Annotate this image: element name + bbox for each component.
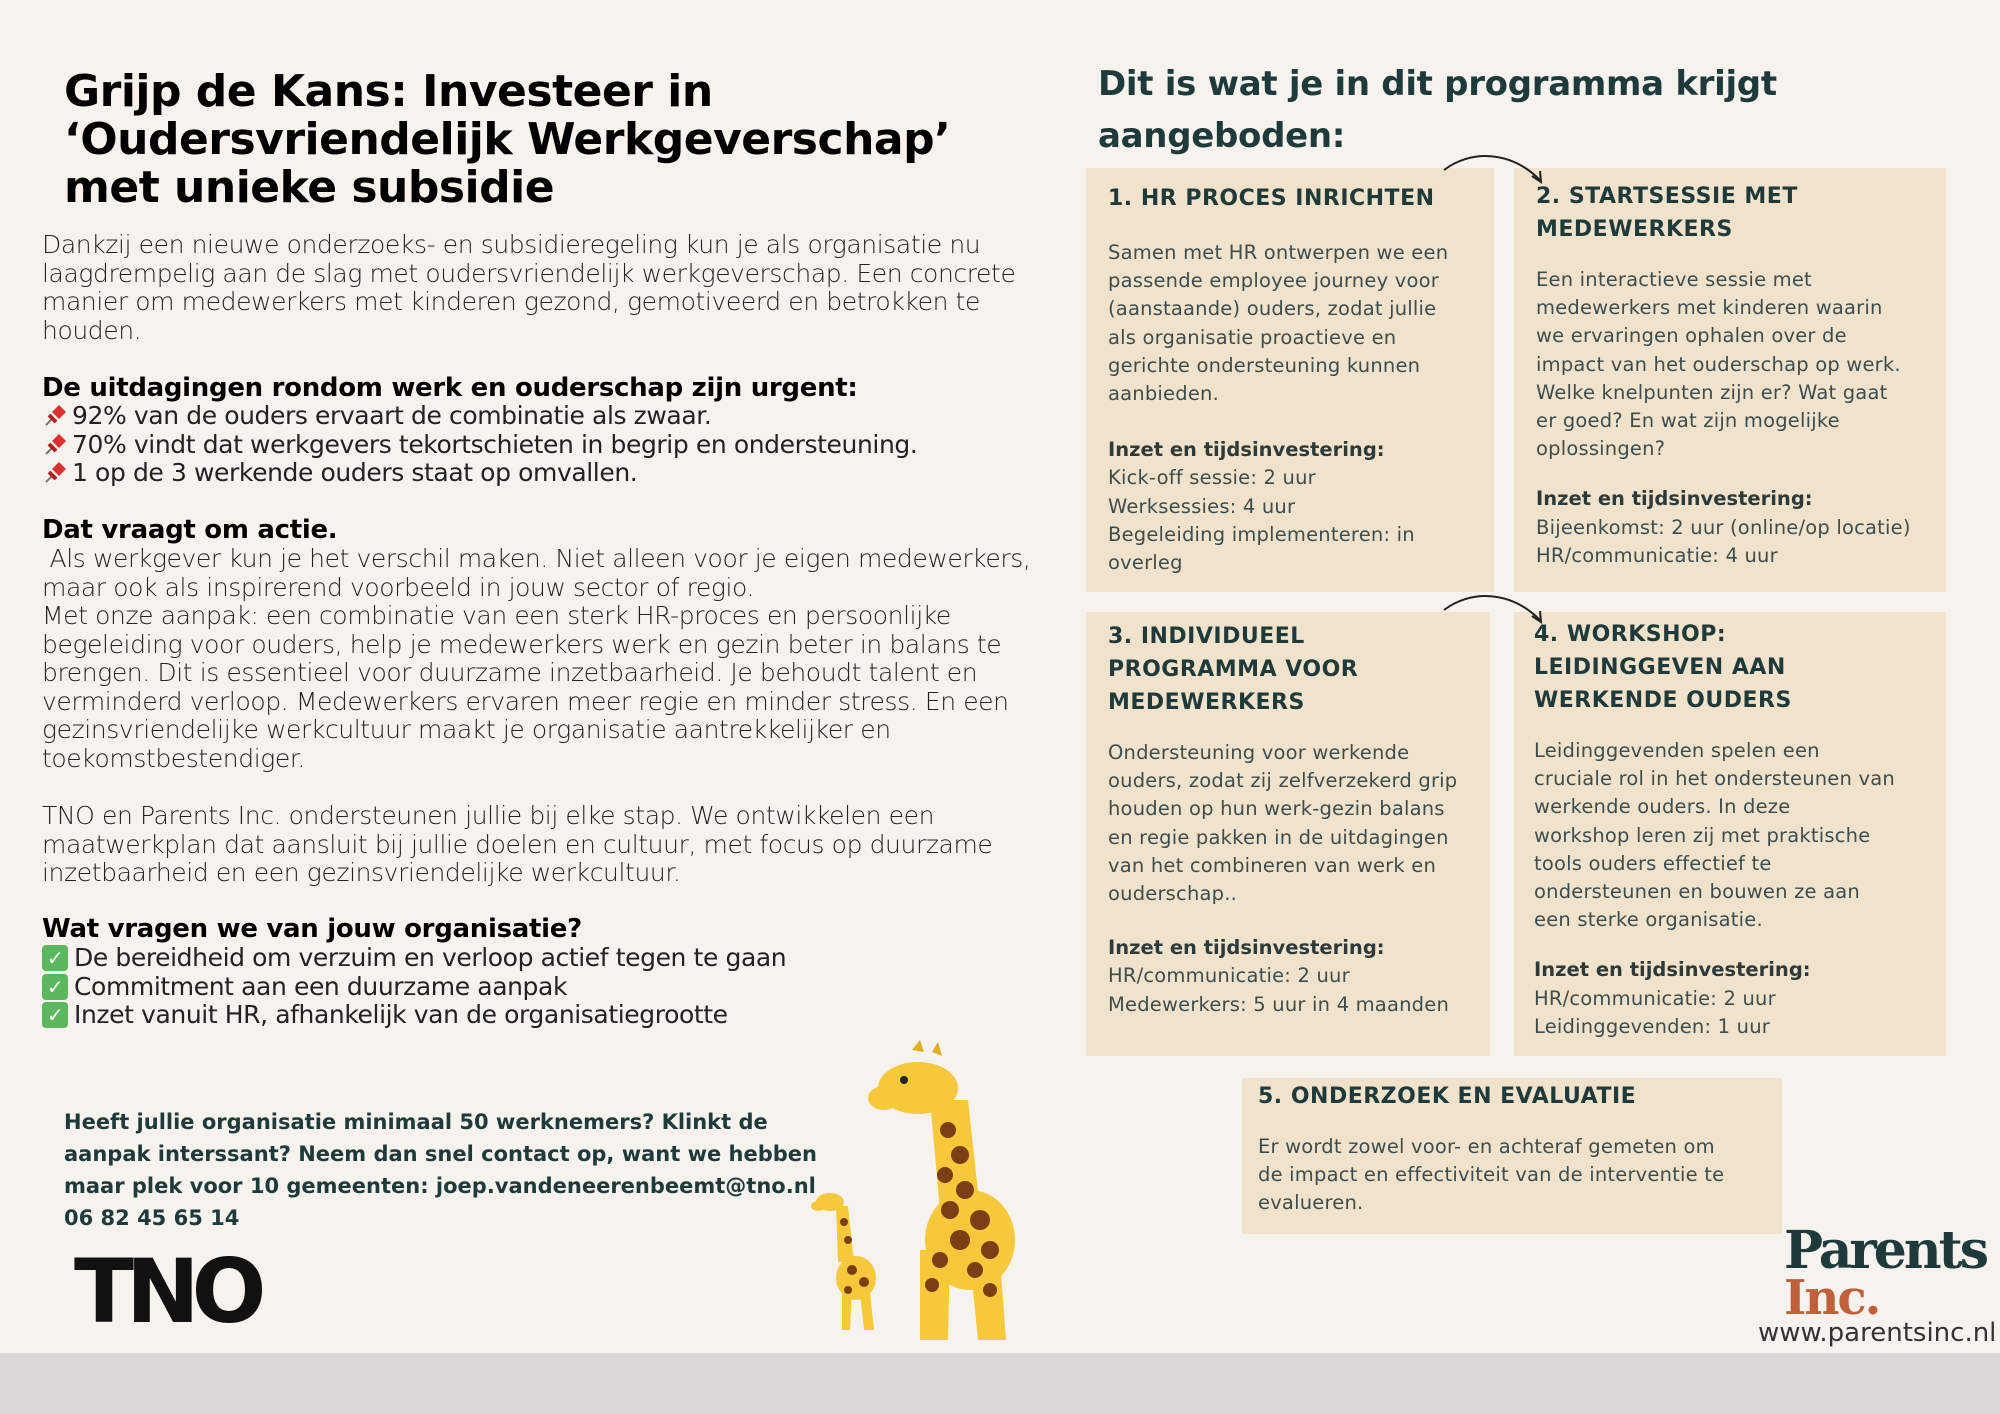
list-item	[42, 973, 1072, 1002]
card-text-line: Er wordt zowel voor- en achteraf gemeten om	[1258, 1135, 1715, 1158]
program-card-workshop	[1514, 612, 1946, 1056]
card-text-line: impact van het ouderschap op werk.	[1536, 352, 1901, 376]
check-icon: ✓	[42, 945, 68, 971]
card-detail-line: HR/communicatie: 2 uur	[1534, 986, 1776, 1010]
ask-heading: Wat vragen we van jouw organisatie?	[42, 914, 582, 944]
card-title-line: 3. INDIVIDUEEL	[1108, 624, 1305, 649]
card-text-line: werkende ouders. In deze	[1534, 795, 1791, 819]
ask-text: Inzet vanuit HR, afhankelijk van de organisatiegrootte	[74, 1000, 728, 1029]
card-text	[1108, 239, 1472, 408]
program-title-line: Dit is wat je in dit programma krijgt	[1098, 64, 1777, 104]
logo-inc-text: Inc.	[1784, 1270, 1880, 1317]
program-card-hr-process	[1086, 168, 1494, 592]
program-title	[1098, 58, 1858, 162]
check-icon: ✓	[42, 1002, 68, 1028]
website-link[interactable]: www.parentsinc.nl	[1758, 1318, 1997, 1348]
small-giraffe	[811, 1193, 876, 1330]
list-item	[42, 459, 1072, 488]
cta-line: aanpak interssant? Neem dan snel contact op, want we hebben	[64, 1142, 817, 1166]
card-text-line: ouders, zodat zij zelfverzekerd grip	[1108, 769, 1458, 793]
card-subheading: Inzet en tijdsinvestering:	[1536, 487, 1813, 511]
card-text-line: we ervaringen ophalen over de	[1536, 324, 1847, 348]
card-text-line: tools ouders effectief te	[1534, 851, 1772, 875]
card-text-line: (aanstaande) ouders, zodat jullie	[1108, 297, 1437, 321]
program-card-onderzoek	[1242, 1078, 1782, 1234]
card-text	[1258, 1133, 1760, 1218]
card-text-line: als organisatie proactieve en	[1108, 325, 1397, 349]
card-text-line: er goed? En wat zijn mogelijke	[1536, 409, 1840, 433]
card-detail-line: overleg	[1108, 551, 1183, 575]
card-text-line: Een interactieve sessie met	[1536, 268, 1812, 291]
card-text-line: een sterke organisatie.	[1534, 908, 1763, 932]
cta-line: Heeft jullie organisatie minimaal 50 werknemers? Klinkt de	[64, 1110, 768, 1134]
list-item	[42, 944, 1072, 973]
tno-logo	[74, 1250, 294, 1330]
action-paragraph-1: Als werkgever kun je het verschil maken. Niet alleen voor je eigen medewerkers, maar ook als inspirerend voorbeeld in jouw sector of regio.	[42, 544, 1038, 602]
ask-text: Commitment aan een duurzame aanpak	[74, 971, 568, 1001]
challenges-heading: De uitdagingen rondom werk en ouderschap zijn urgent:	[42, 373, 858, 403]
ask-list	[42, 944, 1072, 1030]
card-text-line: houden op hun werk-gezin balans	[1108, 797, 1445, 821]
list-item	[42, 431, 1072, 460]
cta-line: maar plek voor 10 gemeenten: joep.vandeneerenbeemt@tno.nl	[64, 1174, 816, 1198]
card-title	[1108, 620, 1468, 719]
card-detail-line: Begeleiding implementeren: in	[1108, 522, 1415, 546]
program-card-individueel	[1086, 612, 1490, 1056]
card-text-line: Welke knelpunten zijn er? Wat gaat	[1536, 380, 1888, 404]
giraffes-image	[800, 1040, 1060, 1350]
card-text-line: van het combineren van werk en	[1108, 853, 1437, 877]
card-detail-line: Medewerkers: 5 uur in 4 maanden	[1108, 992, 1450, 1016]
card-text-line: evalueren.	[1258, 1191, 1364, 1215]
card-title	[1534, 618, 1924, 717]
action-heading: Dat vraagt om actie.	[42, 515, 338, 545]
tno-logo-text: TNO	[74, 1250, 259, 1330]
card-text-line: medewerkers met kinderen waarin	[1536, 296, 1883, 320]
card-text	[1108, 739, 1468, 908]
intro-paragraph: Dankzij een nieuwe onderzoeks- en subsidieregeling kun je als organisatie nu laagdrempelig aan de slag met oudersvriendelijk werkgeverschap. Een concrete manier om medewerkers met kinderen gezond, gemotiveerd en betrokken te houden.	[42, 230, 1016, 345]
contact-call-to-action	[64, 1106, 834, 1234]
card-title-line: MEDEWERKERS	[1536, 217, 1733, 242]
list-item	[42, 402, 1072, 431]
card-text-line: oplossingen?	[1536, 437, 1666, 461]
challenge-text: 92% van de ouders ervaart de combinatie als zwaar.	[72, 401, 712, 430]
card-text-line: Leidinggevenden spelen een	[1534, 739, 1820, 762]
challenge-text: 1 op de 3 werkende ouders staat op omvallen.	[72, 458, 638, 487]
pushpin-icon	[42, 460, 68, 486]
action-paragraph-2: Met onze aanpak: een combinatie van een sterk HR-proces en persoonlijke begeleiding voor ouders, help je medewerkers werk en gezin beter in balans te brengen. Dit is essentieel voor duurzame inzetbaarheid. Je behoudt talent en verminderd verloop. Medewerkers ervaren meer regie en minder stress. En een gezinsvriendelijke werkcultuur maakt je organisatie aantrekkelijker en toekomstbestendiger.	[42, 601, 1009, 773]
card-details	[1108, 464, 1472, 577]
card-text	[1536, 266, 1924, 463]
challenges-list	[42, 402, 1072, 488]
card-subheading: Inzet en tijdsinvestering:	[1108, 438, 1385, 462]
pushpin-icon	[42, 403, 68, 429]
card-text-line: aanbieden.	[1108, 382, 1219, 406]
card-title-line: MEDEWERKERS	[1108, 690, 1305, 715]
card-detail-line: Kick-off sessie: 2 uur	[1108, 466, 1316, 490]
challenge-text: 70% vindt dat werkgevers tekortschieten in begrip en ondersteuning.	[72, 429, 918, 459]
card-text-line: ondersteunen en bouwen ze aan	[1534, 880, 1860, 904]
card-text-line: workshop leren zij met praktische	[1534, 823, 1871, 847]
card-text-line: Ondersteuning voor werkende	[1108, 741, 1410, 764]
card-detail-line: HR/communicatie: 4 uur	[1536, 543, 1778, 567]
card-title	[1536, 180, 1924, 246]
card-text-line: en regie pakken in de uitdagingen	[1108, 825, 1449, 849]
card-details	[1536, 514, 1924, 570]
card-details	[1534, 985, 1924, 1041]
card-text-line: de impact en effectiviteit van de interventie te	[1258, 1163, 1725, 1187]
card-title-line: 2. STARTSESSIE MET	[1536, 184, 1798, 209]
card-detail-line: HR/communicatie: 2 uur	[1108, 964, 1350, 988]
program-card-startsessie	[1514, 168, 1946, 592]
card-text	[1534, 737, 1924, 934]
footer-bar	[0, 1353, 2000, 1414]
ask-text: De bereidheid om verzuim en verloop actief tegen te gaan	[74, 943, 787, 972]
phone-number: 06 82 45 65 14	[64, 1206, 240, 1230]
card-text-line: Samen met HR ontwerpen we een	[1108, 241, 1449, 264]
card-title: 1. HR PROCES INRICHTEN	[1108, 186, 1435, 211]
card-subheading: Inzet en tijdsinvestering:	[1108, 936, 1385, 960]
program-title-line: aangeboden:	[1098, 116, 1346, 156]
card-text-line: ouderschap..	[1108, 882, 1238, 906]
card-title-line: 4. WORKSHOP:	[1534, 622, 1727, 647]
card-title-line: WERKENDE OUDERS	[1534, 688, 1792, 713]
card-title-line: PROGRAMMA VOOR	[1108, 657, 1359, 682]
card-detail-line: Bijeenkomst: 2 uur (online/op locatie)	[1536, 515, 1911, 539]
card-text-line: passende employee journey voor	[1108, 269, 1439, 293]
card-title-line: LEIDINGGEVEN AAN	[1534, 655, 1786, 680]
big-giraffe	[868, 1040, 1015, 1340]
pushpin-icon	[42, 432, 68, 458]
card-title: 5. ONDERZOEK EN EVALUATIE	[1258, 1084, 1637, 1109]
curved-arrow-icon	[1440, 150, 1550, 188]
check-icon: ✓	[42, 974, 68, 1000]
support-paragraph: TNO en Parents Inc. ondersteunen jullie bij elke stap. We ontwikkelen een maatwerkplan dat aansluit bij jullie doelen en cultuur, met focus op duurzame inzetbaarheid en een gezinsvriendelijke werkcultuur.	[42, 801, 993, 887]
card-detail-line: Werksessies: 4 uur	[1108, 494, 1296, 518]
card-text-line: cruciale rol in het ondersteunen van	[1534, 767, 1895, 791]
card-detail-line: Leidinggevenden: 1 uur	[1534, 1014, 1770, 1038]
card-subheading: Inzet en tijdsinvestering:	[1534, 958, 1811, 982]
parents-inc-logo	[1782, 1222, 1992, 1317]
list-item	[42, 1001, 1072, 1030]
logo-parents-text: Parents	[1784, 1222, 1986, 1281]
page-title: Grijp de Kans: Investeer in ‘Oudersvriendelijk Werkgeverschap’ met unieke subsidie	[64, 66, 951, 213]
card-details	[1108, 962, 1468, 1018]
curved-arrow-icon	[1440, 590, 1550, 628]
card-text-line: gerichte ondersteuning kunnen	[1108, 353, 1421, 377]
